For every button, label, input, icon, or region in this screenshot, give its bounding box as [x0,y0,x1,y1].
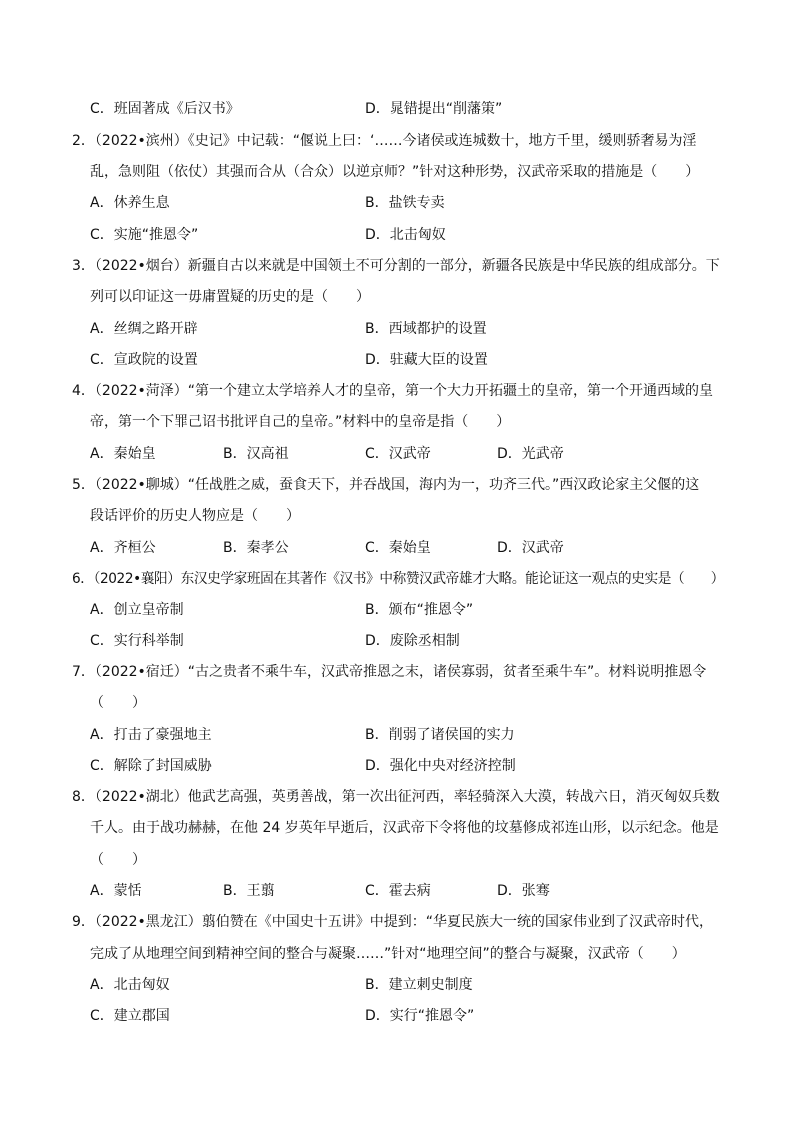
q8-stem-line1: 8．（2022•湖北）他武艺高强，英勇善战，第一次出征河西，率轻骑深入大漠，转战六日，消灭匈奴兵数 [72,789,720,805]
q3-stem-line2: 列可以印证这一毋庸置疑的历史的是（ ） [90,289,370,305]
q5-stem-line1: 5．（2022•聊城）“任战胜之威，蚕食天下，并吞战国，海内为一，功齐三代。”西汉政论家主父偃的这 [72,477,700,493]
q2-stem-line1: 2．（2022•滨州）《史记》中记载：“偃说上曰：‘……今诸侯或连城数十，地方千里，缓则骄奢易为淫 [72,133,697,149]
q7-stem-line2: （ ） [90,695,146,711]
q9-option-a: A．北击匈奴 [90,977,170,993]
q8-option-c: C．霍去病 [365,883,431,899]
q5-option-a: A．齐桓公 [90,540,156,556]
q8-option-b: B．王翦 [223,883,275,899]
q8-stem-line3: （ ） [90,852,146,868]
q2-option-d: D．北击匈奴 [365,227,446,243]
q5-option-d: D．汉武帝 [497,540,564,556]
q2-option-a: A．休养生息 [90,195,170,211]
q3-option-b: B．西域都护的设置 [365,321,487,337]
q4-option-d: D．光武帝 [497,446,564,462]
q7-option-c: C．解除了封国威胁 [90,758,212,774]
q6-option-d: D．废除丞相制 [365,633,460,649]
q9-stem-line2: 完成了从地理空间到精神空间的整合与凝聚……”针对“地理空间”的整合与凝聚，汉武帝（ ） [90,946,686,962]
q4-option-c: C．汉武帝 [365,446,431,462]
q2-option-c: C．实施“推恩令” [90,227,199,243]
q9-stem-line1: 9．（2022•黑龙江）翦伯赞在《中国史十五讲》中提到：“华夏民族大一统的国家伟业到了汉武帝时代， [72,914,714,930]
q6-stem-line1: 6．（2022•襄阳）东汉史学家班固在其著作《汉书》中称赞汉武帝雄才大略。能论证这一观点的史实是（ ） [72,571,725,587]
q6-option-a: A．创立皇帝制 [90,602,184,618]
q3-option-c: C．宣政院的设置 [90,352,198,368]
q6-option-b: B．颁布“推恩令” [365,602,474,618]
q3-stem-line1: 3．（2022•烟台）新疆自古以来就是中国领土不可分割的一部分，新疆各民族是中华民族的组成部分。下 [72,258,720,274]
q4-stem-line2: 帝，第一个下罪己诏书批评自己的皇帝。”材料中的皇帝是指（ ） [90,414,511,430]
q2-option-b: B．盐铁专卖 [365,195,445,211]
q9-option-b: B．建立刺史制度 [365,977,473,993]
q7-option-d: D．强化中央对经济控制 [365,758,516,774]
q7-option-b: B．削弱了诸侯国的实力 [365,727,515,743]
q4-option-a: A．秦始皇 [90,446,156,462]
q8-stem-line2: 千人。由于战功赫赫，在他 24 岁英年早逝后，汉武帝下令将他的坟墓修成祁连山形，以示纪念。他是 [90,820,719,836]
q5-stem-line2: 段话评价的历史人物应是（ ） [90,508,300,524]
q5-option-b: B．秦孝公 [223,540,289,556]
q8-option-d: D．张骞 [497,883,550,899]
q8-option-a: A．蒙恬 [90,883,142,899]
q3-option-d: D．驻藏大臣的设置 [365,352,488,368]
q9-option-c: C．建立郡国 [90,1008,170,1024]
q4-stem-line1: 4．（2022•菏泽）“第一个建立太学培养人才的皇帝，第一个大力开拓疆土的皇帝，第一个开通西域的皇 [72,383,714,399]
q7-stem-line1: 7．（2022•宿迁）“古之贵者不乘牛车，汉武帝推恩之末，诸侯寡弱，贫者至乘牛车”。材料说明推恩令 [72,664,707,680]
q7-option-a: A．打击了豪强地主 [90,727,212,743]
q9-option-d: D．实行“推恩令” [365,1008,475,1024]
q3-option-a: A．丝绸之路开辟 [90,321,198,337]
q6-option-c: C．实行科举制 [90,633,184,649]
q1-option-d: D．晁错提出“削藩策” [365,101,503,117]
q4-option-b: B．汉高祖 [223,446,289,462]
q1-option-c: C．班固著成《后汉书》 [90,101,240,117]
q2-stem-line2: 乱，急则阻（依仗）其强而合从（合众）以逆京师？”针对这种形势，汉武帝采取的措施是（ ） [90,164,700,180]
q5-option-c: C．秦始皇 [365,540,431,556]
